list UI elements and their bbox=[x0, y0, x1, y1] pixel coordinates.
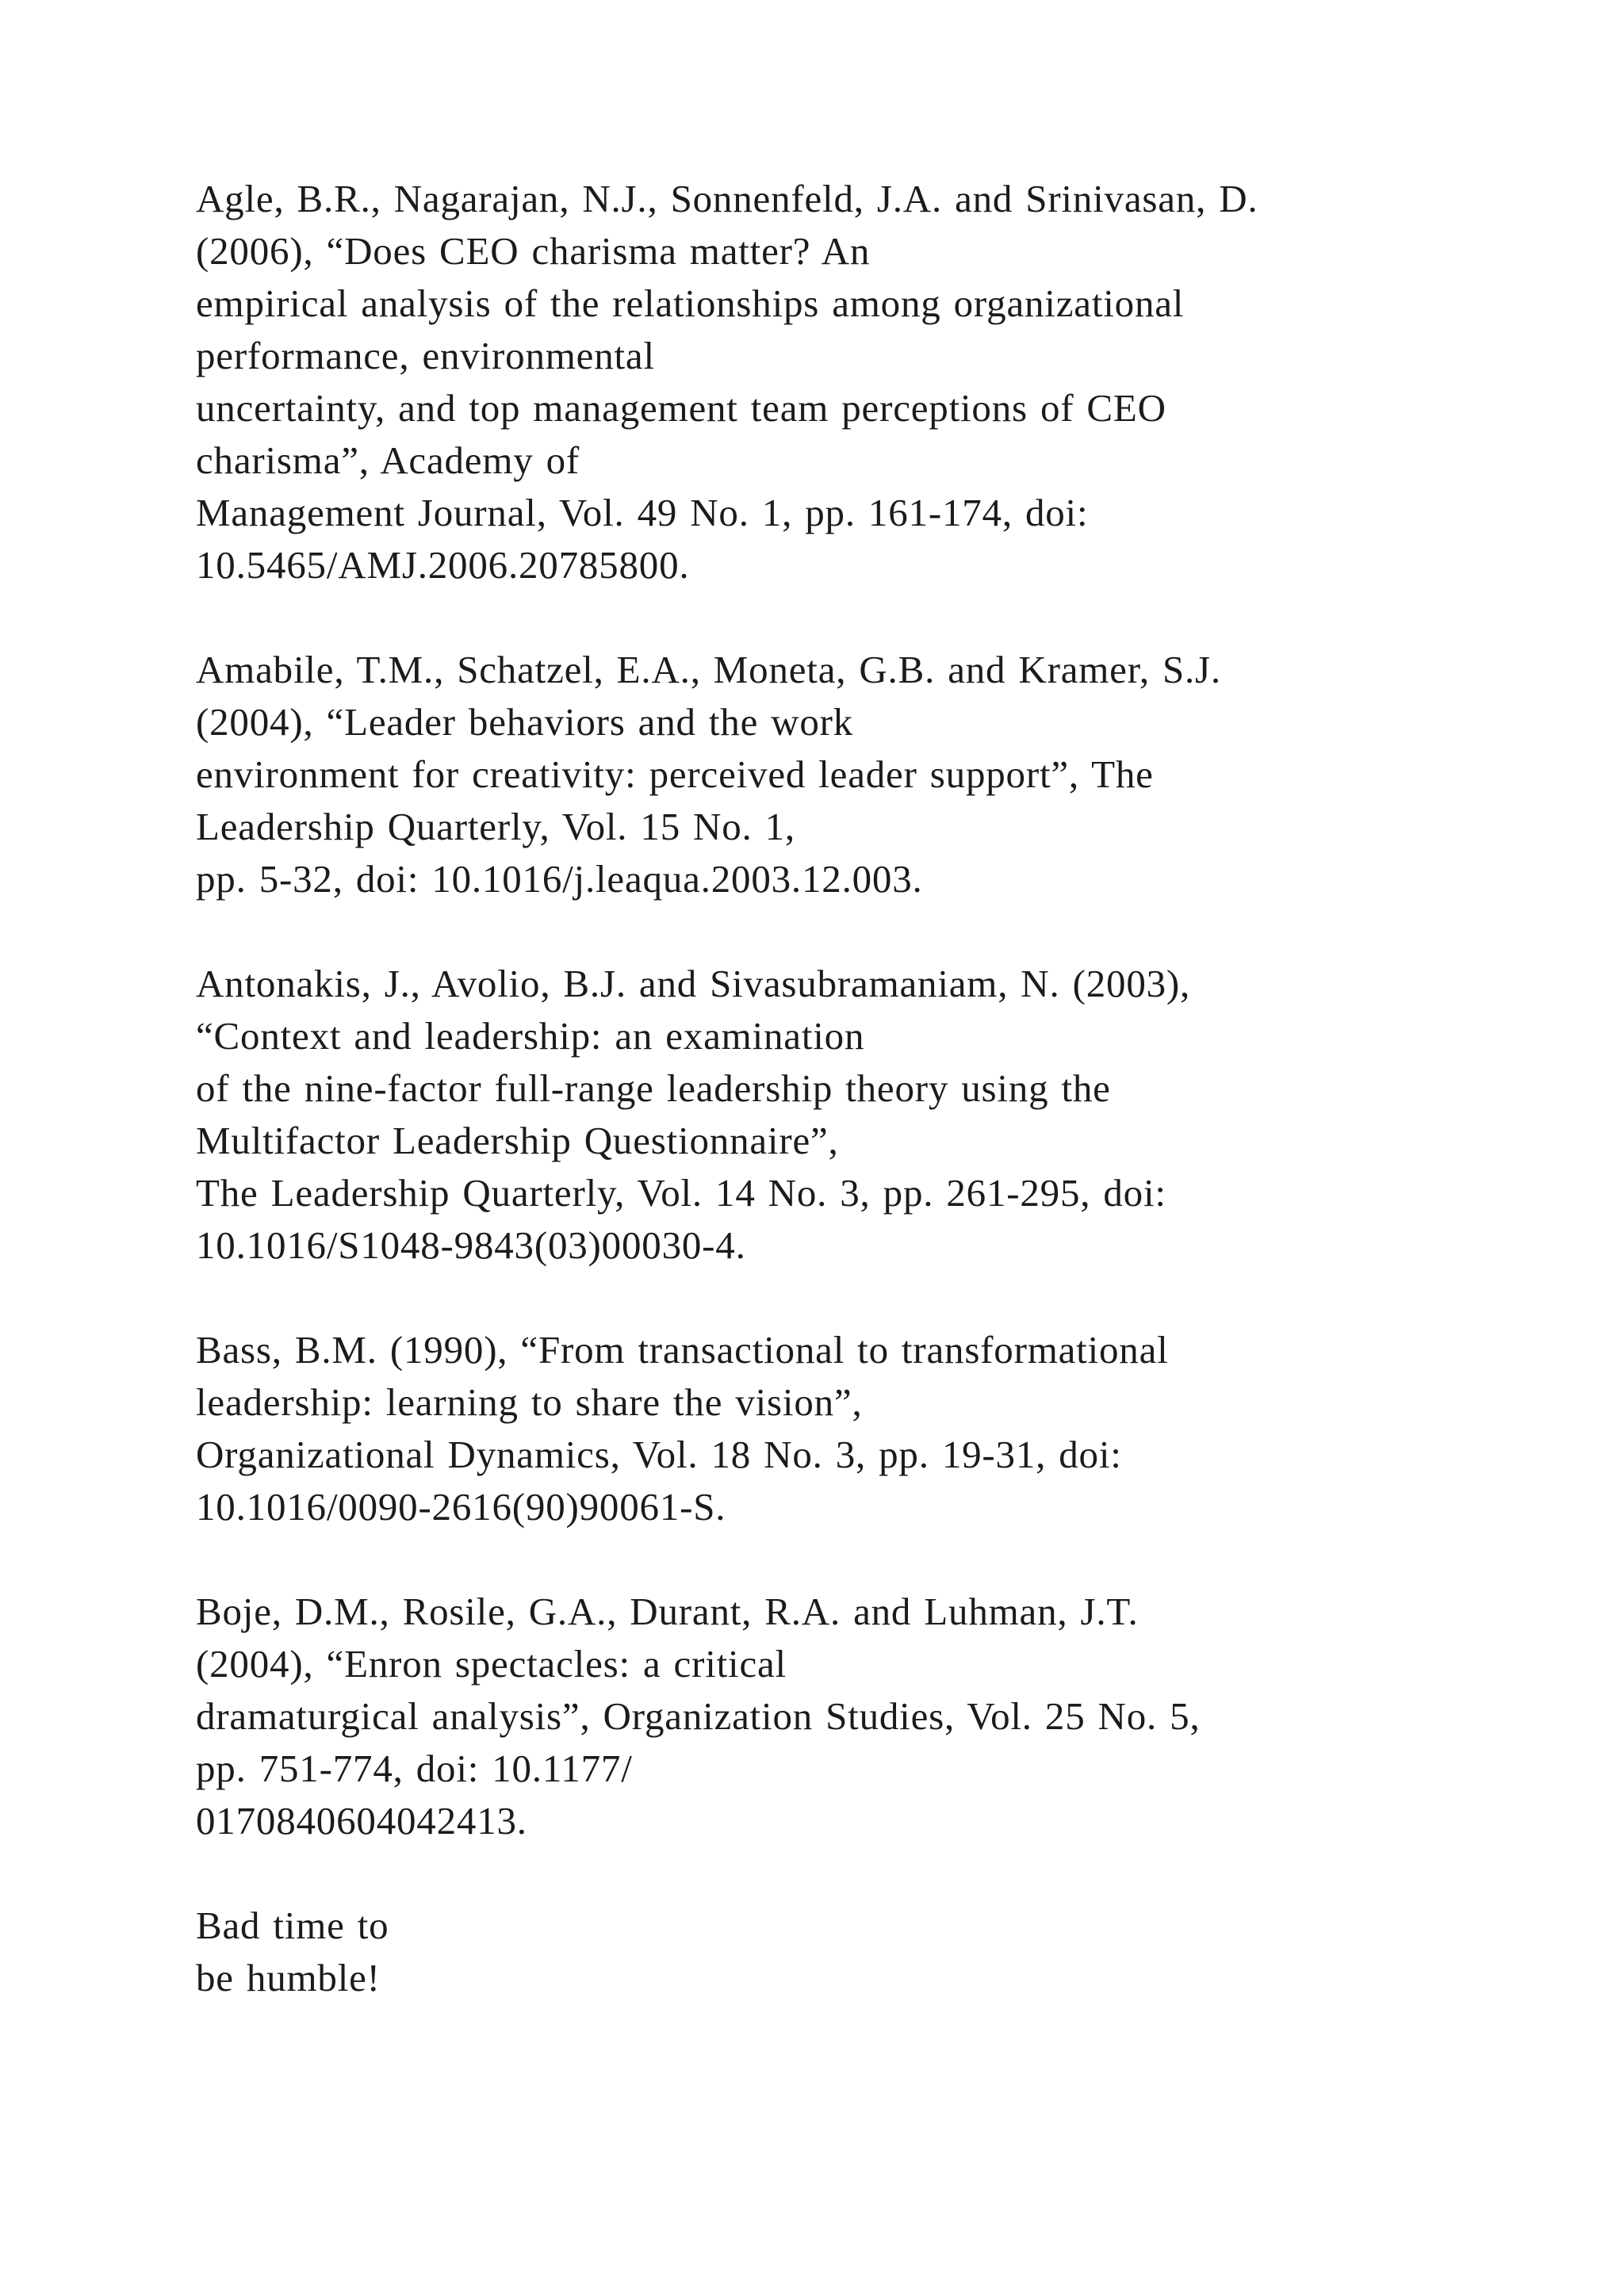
reference-boje-2004: Boje, D.M., Rosile, G.A., Durant, R.A. and Luhman, J.T. (2004), “Enron spectacles: a critical dramaturgical analysis”, Organization Studies, Vol. 25 No. 5, pp. 751-774, doi: 10.1177/ 0170840604042413. bbox=[196, 1590, 1201, 1843]
reference-amabile-2004: Amabile, T.M., Schatzel, E.A., Moneta, G.B. and Kramer, S.J. (2004), “Leader behaviors and the work environment for creativity: perceived leader support”, The Leadership Quarterly, Vol. 15 No. 1, pp. 5-32, doi: 10.1016/j.leaqua.2003.12.003. bbox=[196, 648, 1221, 901]
reference-agle-2006: Agle, B.R., Nagarajan, N.J., Sonnenfeld, J.A. and Srinivasan, D. (2006), “Does CEO charisma matter? An empirical analysis of the relationships among organizational performance, environmental uncertainty, and top management team perceptions of CEO charisma”, Academy of Management Journal, Vol. 49 No. 1, pp. 161-174, doi: 10.5465/AMJ.2006.20785800. bbox=[196, 177, 1258, 587]
reference-antonakis-2003: Antonakis, J., Avolio, B.J. and Sivasubramaniam, N. (2003), “Context and leadership: an examination of the nine-factor full-range leadership theory using the Multifactor Leadership Questionnaire”, The Leadership Quarterly, Vol. 14 No. 3, pp. 261-295, doi: 10.1016/S1048-9843(03)00030-4. bbox=[196, 962, 1191, 1267]
reference-bass-1990: Bass, B.M. (1990), “From transactional to transformational leadership: learning to share the vision”, Organizational Dynamics, Vol. 18 No. 3, pp. 19-31, doi: 10.1016/0090-2616(90)90061-S. bbox=[196, 1328, 1169, 1529]
references-list bbox=[196, 173, 1481, 2004]
closing-note: Bad time to be humble! bbox=[196, 1904, 389, 1999]
